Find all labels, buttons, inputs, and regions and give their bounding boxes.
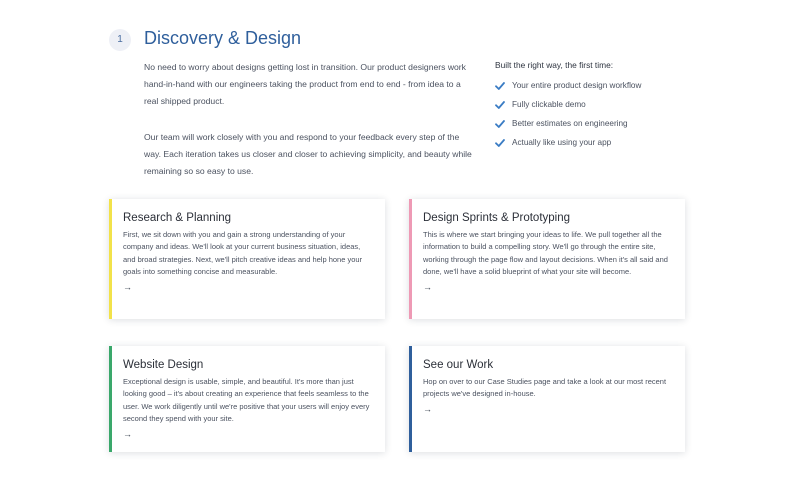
benefit-label: Fully clickable demo bbox=[512, 100, 586, 109]
benefit-item bbox=[495, 114, 695, 133]
benefit-label: Better estimates on engineering bbox=[512, 119, 628, 128]
benefit-item bbox=[495, 133, 695, 152]
intro-paragraph: Our team will work closely with you and respond to your feedback every step of the way. Each iteration takes us closer and closer to achieving simplicity, and beauty while remaining so so easy to use. bbox=[144, 132, 472, 176]
benefits-list bbox=[495, 60, 695, 152]
card-description: Exceptional design is usable, simple, and beautiful. It's more than just looking good – it's about creating an experience that feels seamless to the user. We work diligently until we're positive that your users will enjoy every second they spend with your site. bbox=[123, 377, 370, 424]
card-description: First, we sit down with you and gain a strong understanding of your company and ideas. We'll look at your current business situation, ideas, and broad strategies. Next, we'll pitch creative ideas and help hone your goals into something concise and measurable. bbox=[123, 230, 363, 277]
arrow-right-icon[interactable]: → bbox=[423, 403, 432, 414]
card-title: Research & Planning bbox=[123, 212, 232, 224]
step-number-badge: 1 bbox=[109, 29, 131, 51]
card-title: Website Design bbox=[123, 359, 204, 371]
card-see-our-work[interactable] bbox=[409, 346, 685, 452]
card-description: This is where we start bringing your ideas to life. We pull together all the information to build a compelling story. We'll go through the entire site, working through the page flow and layout decisions. When it's all said and done, we'll have a solid blueprint of what your site will become. bbox=[423, 230, 668, 277]
checkmark-icon bbox=[495, 81, 505, 91]
checkmark-icon bbox=[495, 138, 505, 148]
intro-text bbox=[144, 59, 474, 199]
benefit-item bbox=[495, 95, 695, 114]
benefit-label: Your entire product design workflow bbox=[512, 81, 642, 90]
card-research-planning[interactable] bbox=[109, 199, 385, 319]
benefits-title: Built the right way, the first time: bbox=[495, 60, 614, 70]
section-title: Discovery & Design bbox=[144, 28, 302, 48]
card-description: Hop on over to our Case Studies page and take a look at our most recent projects we've designed in-house. bbox=[423, 377, 667, 399]
benefit-label: Actually like using your app bbox=[512, 138, 612, 147]
benefit-item bbox=[495, 76, 695, 95]
card-website-design[interactable] bbox=[109, 346, 385, 452]
checkmark-icon bbox=[495, 119, 505, 129]
arrow-right-icon[interactable]: → bbox=[123, 281, 132, 292]
arrow-right-icon[interactable]: → bbox=[423, 281, 432, 292]
benefit-items bbox=[495, 76, 695, 152]
intro-paragraph: No need to worry about designs getting lost in transition. Our product designers work hand-in-hand with our engineers taking the product from end to end - from idea to a real shipped product. bbox=[144, 62, 466, 106]
card-title: See our Work bbox=[423, 359, 494, 371]
card-design-sprints[interactable] bbox=[409, 199, 685, 319]
checkmark-icon bbox=[495, 100, 505, 110]
arrow-right-icon[interactable]: → bbox=[123, 428, 132, 439]
card-title: Design Sprints & Prototyping bbox=[423, 212, 571, 224]
